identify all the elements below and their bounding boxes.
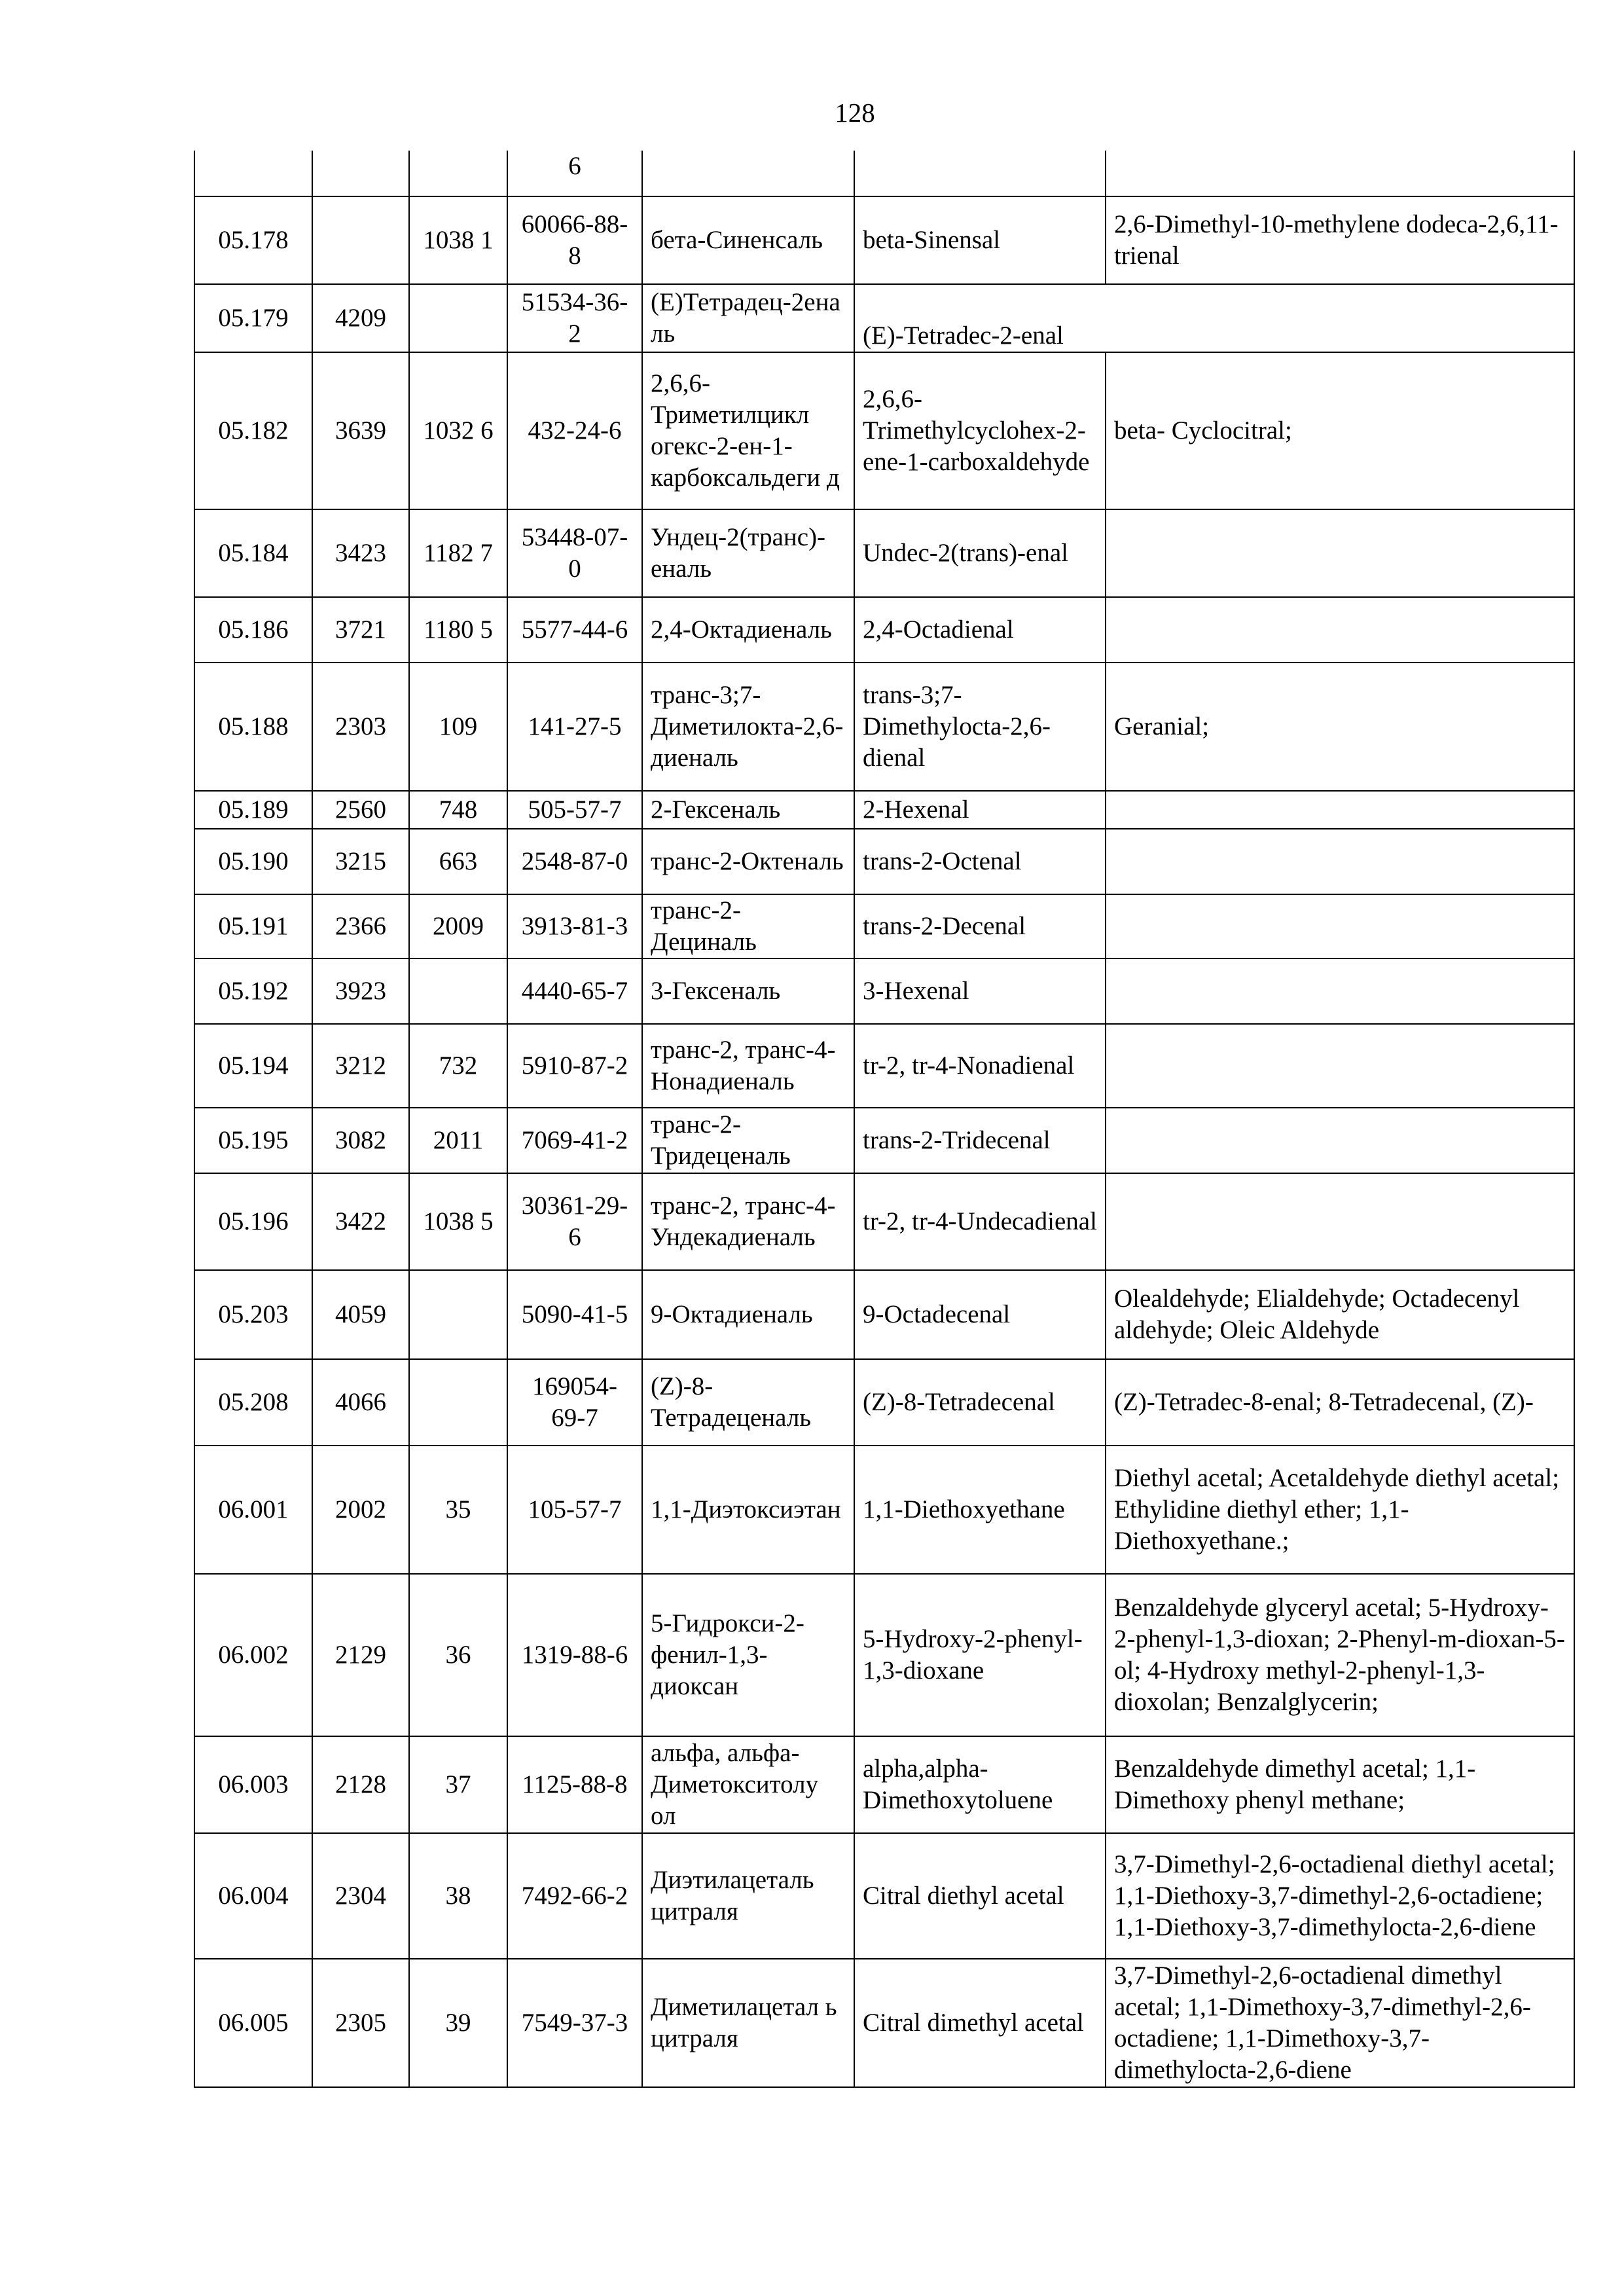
fema-number-cell: 2002 [312, 1446, 409, 1574]
english-name-cell: trans-2-Decenal [854, 894, 1106, 958]
russian-name-cell: 2,4-Октадиеналь [642, 597, 854, 663]
synonyms-cell: beta- Cyclocitral; [1106, 352, 1574, 509]
fl-number-cell [194, 151, 312, 196]
fl-number-cell: 05.195 [194, 1108, 312, 1173]
table-row [194, 791, 1574, 829]
fl-number-cell: 06.003 [194, 1736, 312, 1833]
fema-number-cell: 3215 [312, 829, 409, 894]
synonyms-cell [1106, 1024, 1574, 1108]
synonyms-cell [1106, 509, 1574, 597]
fema-number-cell: 4209 [312, 284, 409, 352]
cas-number-cell: 51534-36-2 [507, 284, 642, 352]
cas-number-cell: 432-24-6 [507, 352, 642, 509]
english-name-cell: tr-2, tr-4-Undecadienal [854, 1173, 1106, 1270]
russian-name-cell: транс-2-Октеналь [642, 829, 854, 894]
coe-number-cell: 2009 [409, 894, 507, 958]
cas-number-cell: 505-57-7 [507, 791, 642, 829]
fema-number-cell: 2128 [312, 1736, 409, 1833]
cas-number-cell: 7549-37-3 [507, 1959, 642, 2087]
table-body [194, 151, 1574, 2087]
fema-number-cell: 3422 [312, 1173, 409, 1270]
cas-number-cell: 1125-88-8 [507, 1736, 642, 1833]
russian-name-cell: бета-Синенсаль [642, 196, 854, 284]
table-row [194, 1959, 1574, 2087]
synonyms-cell: Diethyl acetal; Acetaldehyde diethyl acetal; Ethylidine diethyl ether; 1,1-Diethoxyethane.; [1106, 1446, 1574, 1574]
fl-number-cell: 06.002 [194, 1574, 312, 1736]
table-row [194, 1024, 1574, 1108]
table-row [194, 1833, 1574, 1959]
russian-name-cell: транс-2, транс-4-Ундекадиеналь [642, 1173, 854, 1270]
coe-number-cell: 663 [409, 829, 507, 894]
english-name-cell: (E)-Tetradec-2-enal [854, 284, 1574, 352]
russian-name-cell: 3-Гексеналь [642, 958, 854, 1024]
fl-number-cell: 05.184 [194, 509, 312, 597]
synonyms-cell [1106, 1173, 1574, 1270]
russian-name-cell [642, 151, 854, 196]
fema-number-cell: 4066 [312, 1359, 409, 1446]
cas-number-cell: 5577-44-6 [507, 597, 642, 663]
fl-number-cell: 05.196 [194, 1173, 312, 1270]
fema-number-cell: 3423 [312, 509, 409, 597]
synonyms-cell: Geranial; [1106, 663, 1574, 791]
cas-number-cell: 30361-29-6 [507, 1173, 642, 1270]
coe-number-cell: 1038 5 [409, 1173, 507, 1270]
fema-number-cell: 2560 [312, 791, 409, 829]
fl-number-cell: 05.179 [194, 284, 312, 352]
synonyms-cell [1106, 597, 1574, 663]
russian-name-cell: 5-Гидрокси-2-фенил-1,3-диоксан [642, 1574, 854, 1736]
fl-number-cell: 05.178 [194, 196, 312, 284]
coe-number-cell: 1032 6 [409, 352, 507, 509]
english-name-cell: Citral dimethyl acetal [854, 1959, 1106, 2087]
synonyms-cell: Benzaldehyde glyceryl acetal; 5-Hydroxy-2-phenyl-1,3-dioxan; 2-Phenyl-m-dioxan-5-ol; 4-Hydroxy methyl-2-phenyl-1,3-dioxolan; Benzalglycerin; [1106, 1574, 1574, 1736]
english-name-cell: 9-Octadecenal [854, 1270, 1106, 1359]
fema-number-cell: 2303 [312, 663, 409, 791]
table-row [194, 352, 1574, 509]
synonyms-cell [1106, 791, 1574, 829]
russian-name-cell: Ундец-2(транс)-еналь [642, 509, 854, 597]
russian-name-cell: (Е)Тетрадец-2еналь [642, 284, 854, 352]
english-name-cell: 1,1-Diethoxyethane [854, 1446, 1106, 1574]
coe-number-cell: 35 [409, 1446, 507, 1574]
fema-number-cell: 3721 [312, 597, 409, 663]
english-name-cell: Citral diethyl acetal [854, 1833, 1106, 1959]
fema-number-cell: 2304 [312, 1833, 409, 1959]
russian-name-cell: транс-2-Дециналь [642, 894, 854, 958]
cas-number-cell: 6 [507, 151, 642, 196]
table-row [194, 1359, 1574, 1446]
english-name-cell: alpha,alpha-Dimethoxytoluene [854, 1736, 1106, 1833]
fema-number-cell: 3082 [312, 1108, 409, 1173]
synonyms-cell [1106, 894, 1574, 958]
russian-name-cell: 2-Гексеналь [642, 791, 854, 829]
english-name-cell: tr-2, tr-4-Nonadienal [854, 1024, 1106, 1108]
fl-number-cell: 05.208 [194, 1359, 312, 1446]
synonyms-cell [1106, 151, 1574, 196]
cas-number-cell: 4440-65-7 [507, 958, 642, 1024]
table-row [194, 1108, 1574, 1173]
fl-number-cell: 05.189 [194, 791, 312, 829]
fl-number-cell: 05.191 [194, 894, 312, 958]
fema-number-cell: 2305 [312, 1959, 409, 2087]
table-row [194, 958, 1574, 1024]
cas-number-cell: 3913-81-3 [507, 894, 642, 958]
russian-name-cell: Диэтилацеталь цитраля [642, 1833, 854, 1959]
russian-name-cell: Диметилацетал ь цитраля [642, 1959, 854, 2087]
russian-name-cell: транс-3;7-Диметилокта-2,6-диеналь [642, 663, 854, 791]
table-row [194, 663, 1574, 791]
fl-number-cell: 05.190 [194, 829, 312, 894]
english-name-cell: trans-3;7-Dimethylocta-2,6-dienal [854, 663, 1106, 791]
english-name-cell: trans-2-Tridecenal [854, 1108, 1106, 1173]
fema-number-cell: 2366 [312, 894, 409, 958]
coe-number-cell [409, 284, 507, 352]
coe-number-cell: 1038 1 [409, 196, 507, 284]
table-row [194, 509, 1574, 597]
english-name-cell: 2,6,6-Trimethylcyclohex-2-ene-1-carboxaldehyde [854, 352, 1106, 509]
fl-number-cell: 05.203 [194, 1270, 312, 1359]
cas-number-cell: 60066-88-8 [507, 196, 642, 284]
cas-number-cell: 2548-87-0 [507, 829, 642, 894]
synonyms-cell: Olealdehyde; Elialdehyde; Octadecenyl aldehyde; Oleic Aldehyde [1106, 1270, 1574, 1359]
fl-number-cell: 05.188 [194, 663, 312, 791]
english-name-cell: 5-Hydroxy-2-phenyl-1,3-dioxane [854, 1574, 1106, 1736]
coe-number-cell: 1182 7 [409, 509, 507, 597]
english-name-cell: Undec-2(trans)-enal [854, 509, 1106, 597]
coe-number-cell: 38 [409, 1833, 507, 1959]
coe-number-cell [409, 1359, 507, 1446]
fema-number-cell: 3923 [312, 958, 409, 1024]
table-row [194, 284, 1574, 352]
synonyms-cell [1106, 829, 1574, 894]
coe-number-cell [409, 151, 507, 196]
fema-number-cell: 2129 [312, 1574, 409, 1736]
english-name-cell: beta-Sinensal [854, 196, 1106, 284]
fema-number-cell [312, 196, 409, 284]
table-row [194, 1270, 1574, 1359]
synonyms-cell [1106, 1108, 1574, 1173]
english-name-cell: 2-Hexenal [854, 791, 1106, 829]
russian-name-cell: 1,1-Диэтоксиэтан [642, 1446, 854, 1574]
table-row [194, 151, 1574, 196]
cas-number-cell: 7492-66-2 [507, 1833, 642, 1959]
cas-number-cell: 1319-88-6 [507, 1574, 642, 1736]
synonyms-cell: 3,7-Dimethyl-2,6-octadienal diethyl acetal; 1,1-Diethoxy-3,7-dimethyl-2,6-octadiene; 1,1-Diethoxy-3,7-dimethylocta-2,6-diene [1106, 1833, 1574, 1959]
table-row [194, 1173, 1574, 1270]
coe-number-cell: 732 [409, 1024, 507, 1108]
fl-number-cell: 05.182 [194, 352, 312, 509]
fl-number-cell: 05.186 [194, 597, 312, 663]
english-name-cell: trans-2-Octenal [854, 829, 1106, 894]
coe-number-cell [409, 1270, 507, 1359]
table-row [194, 894, 1574, 958]
flavouring-substances-table [194, 151, 1575, 2088]
table-row [194, 1446, 1574, 1574]
fema-number-cell [312, 151, 409, 196]
russian-name-cell: 2,6,6-Триметилцикл огекс-2-ен-1-карбоксальдеги д [642, 352, 854, 509]
english-name-cell: 3-Hexenal [854, 958, 1106, 1024]
synonyms-cell [1106, 958, 1574, 1024]
fema-number-cell: 4059 [312, 1270, 409, 1359]
table-row [194, 597, 1574, 663]
cas-number-cell: 5910-87-2 [507, 1024, 642, 1108]
english-name-cell: (Z)-8-Tetradecenal [854, 1359, 1106, 1446]
table-row [194, 829, 1574, 894]
cas-number-cell: 169054-69-7 [507, 1359, 642, 1446]
coe-number-cell [409, 958, 507, 1024]
table-row [194, 1736, 1574, 1833]
fema-number-cell: 3212 [312, 1024, 409, 1108]
fl-number-cell: 06.001 [194, 1446, 312, 1574]
coe-number-cell: 748 [409, 791, 507, 829]
cas-number-cell: 53448-07-0 [507, 509, 642, 597]
fl-number-cell: 06.004 [194, 1833, 312, 1959]
russian-name-cell: 9-Октадиеналь [642, 1270, 854, 1359]
page-number: 128 [835, 98, 875, 128]
fl-number-cell: 05.194 [194, 1024, 312, 1108]
table-row [194, 1574, 1574, 1736]
english-name-cell: 2,4-Octadienal [854, 597, 1106, 663]
cas-number-cell: 7069-41-2 [507, 1108, 642, 1173]
coe-number-cell: 1180 5 [409, 597, 507, 663]
synonyms-cell: 3,7-Dimethyl-2,6-octadienal dimethyl acetal; 1,1-Dimethoxy-3,7-dimethyl-2,6-octadiene; 1,1-Dimethoxy-3,7-dimethylocta-2,6-diene [1106, 1959, 1574, 2087]
fema-number-cell: 3639 [312, 352, 409, 509]
russian-name-cell: транс-2-Тридеценаль [642, 1108, 854, 1173]
english-name-cell [854, 151, 1106, 196]
coe-number-cell: 36 [409, 1574, 507, 1736]
coe-number-cell: 2011 [409, 1108, 507, 1173]
coe-number-cell: 37 [409, 1736, 507, 1833]
cas-number-cell: 141-27-5 [507, 663, 642, 791]
russian-name-cell: (Z)-8-Тетрадеценаль [642, 1359, 854, 1446]
russian-name-cell: транс-2, транс-4-Нонадиеналь [642, 1024, 854, 1108]
coe-number-cell: 109 [409, 663, 507, 791]
russian-name-cell: альфа, альфа-Диметокситолу ол [642, 1736, 854, 1833]
table-row [194, 196, 1574, 284]
synonyms-cell: 2,6-Dimethyl-10-methylene dodeca-2,6,11-trienal [1106, 196, 1574, 284]
fl-number-cell: 06.005 [194, 1959, 312, 2087]
coe-number-cell: 39 [409, 1959, 507, 2087]
cas-number-cell: 105-57-7 [507, 1446, 642, 1574]
synonyms-cell: (Z)-Tetradec-8-enal; 8-Tetradecenal, (Z)- [1106, 1359, 1574, 1446]
cas-number-cell: 5090-41-5 [507, 1270, 642, 1359]
fl-number-cell: 05.192 [194, 958, 312, 1024]
synonyms-cell: Benzaldehyde dimethyl acetal; 1,1-Dimethoxy phenyl methane; [1106, 1736, 1574, 1833]
